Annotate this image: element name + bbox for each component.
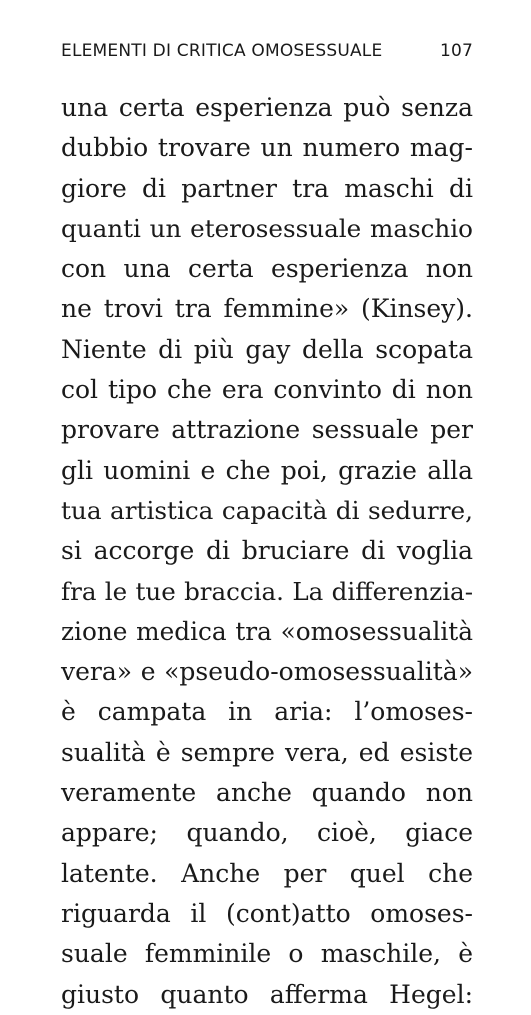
text-line: Niente di più gay della scopata bbox=[61, 334, 473, 364]
text-line: ne trovi tra femmine» (Kinsey). bbox=[61, 294, 473, 324]
text-line: veramente anche quando non bbox=[61, 778, 473, 808]
text-line: zione medica tra «omosessualità bbox=[61, 616, 473, 646]
text-line: dubbio trovare un numero mag- bbox=[61, 133, 473, 163]
running-head-title: ELEMENTI DI CRITICA OMOSESSUALE bbox=[61, 41, 383, 61]
text-line: è campata in aria: l’omoses- bbox=[61, 697, 473, 727]
body-text bbox=[61, 88, 473, 1015]
text-line: suale femminile o maschile, è bbox=[61, 939, 473, 969]
text-line: fra le tue braccia. La differenzia- bbox=[61, 576, 473, 606]
text-line: col tipo che era convinto di non bbox=[61, 375, 473, 405]
text-line: sualità è sempre vera, ed esiste bbox=[61, 737, 473, 767]
text-line: provare attrazione sessuale per bbox=[61, 415, 473, 445]
text-line: con una certa esperienza non bbox=[61, 254, 473, 284]
text-line: quanti un eterosessuale maschio bbox=[61, 213, 473, 243]
running-head bbox=[61, 41, 473, 65]
text-line: appare; quando, cioè, giace bbox=[61, 818, 473, 848]
page-number: 107 bbox=[439, 41, 473, 61]
text-line: riguarda il (cont)atto omoses- bbox=[61, 898, 473, 928]
text-line: tua artistica capacità di sedurre, bbox=[61, 495, 473, 525]
text-line: giore di partner tra maschi di bbox=[61, 173, 473, 203]
text-line: vera» e «pseudo-omosessualità» bbox=[61, 657, 473, 687]
text-line: latente. Anche per quel che bbox=[61, 858, 473, 888]
text-line: una certa esperienza può senza bbox=[61, 93, 473, 122]
text-line: si accorge di bruciare di voglia bbox=[61, 536, 473, 566]
text-line: giusto quanto afferma Hegel: bbox=[61, 979, 473, 1009]
text-line: gli uomini e che poi, grazie alla bbox=[61, 455, 473, 485]
